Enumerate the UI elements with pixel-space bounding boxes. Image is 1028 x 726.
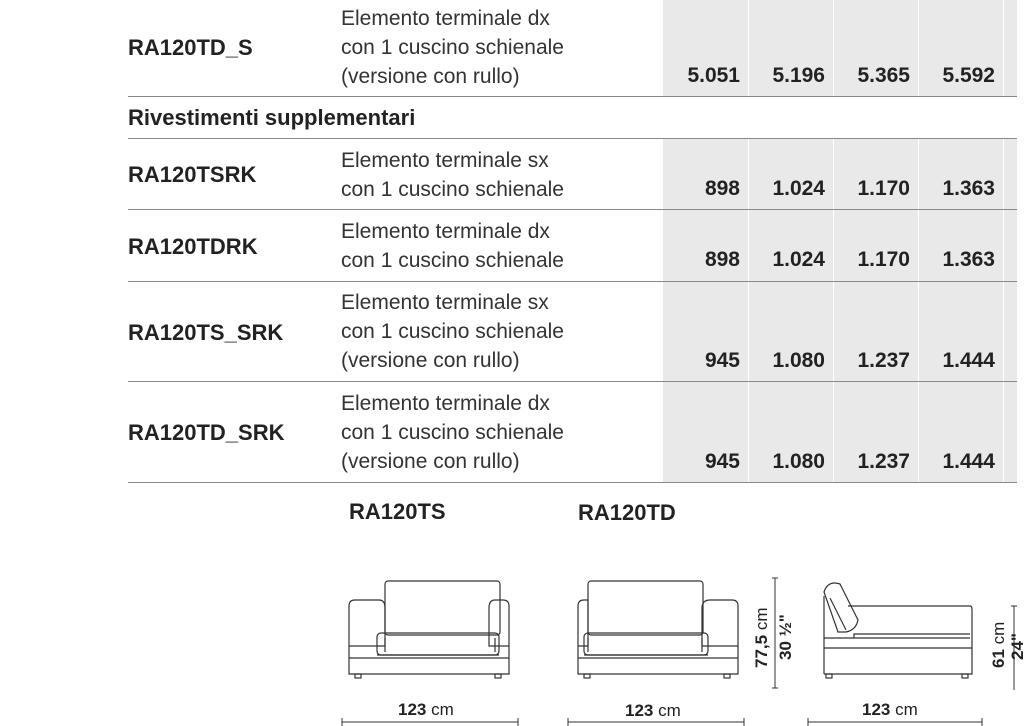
product-description: Elemento terminale dx con 1 cuscino schienale (versione con rullo) (341, 392, 564, 473)
price-cell: 945 (704, 349, 740, 372)
section-row-bg-right (663, 96, 1017, 138)
price-cell: 5.051 (687, 64, 740, 87)
price-cell: 1.444 (942, 450, 995, 473)
price-cell: 5.196 (772, 64, 825, 87)
price-cell: 1.363 (942, 177, 995, 200)
price-cell: 1.444 (942, 349, 995, 372)
price-cell: 1.237 (857, 450, 910, 473)
price-cell: 1.024 (772, 177, 825, 200)
price-cell: 1.024 (772, 248, 825, 271)
price-cell: 1.170 (857, 248, 910, 271)
row-divider (128, 209, 1017, 210)
height-dimension-label: 77,5 cm (752, 607, 771, 668)
section-title: Rivestimenti supplementari (128, 105, 416, 130)
side-height-inches: 24" (1008, 633, 1027, 660)
product-code: RA120TS_SRK (128, 320, 284, 345)
width-dimension-line (806, 717, 986, 726)
product-code: RA120TD_S (128, 35, 253, 60)
price-cell: 898 (704, 177, 740, 200)
row-divider (128, 96, 1017, 97)
product-code: RA120TSRK (128, 162, 257, 187)
sofa-front-drawing-ts (345, 578, 515, 688)
price-cell: 1.363 (942, 248, 995, 271)
price-cell: 1.080 (772, 349, 825, 372)
model-title-td: RA120TD (578, 500, 676, 525)
price-cell: 1.237 (857, 349, 910, 372)
price-cell: 898 (704, 248, 740, 271)
width-dimension-label: 123 cm (862, 700, 918, 719)
price-cell: 1.080 (772, 450, 825, 473)
row-divider (128, 482, 1017, 483)
width-dimension-line (340, 717, 520, 726)
product-description: Elemento terminale dx con 1 cuscino schienale (341, 220, 564, 272)
width-dimension-label: 123 cm (625, 701, 681, 720)
price-cell: 945 (704, 450, 740, 473)
product-description: Elemento terminale sx con 1 cuscino schienale (versione con rullo) (341, 291, 564, 372)
product-code: RA120TDRK (128, 234, 258, 259)
column-divider (1003, 0, 1004, 482)
product-code: RA120TD_SRK (128, 420, 285, 445)
row-divider (128, 381, 1017, 382)
price-cell: 1.170 (857, 177, 910, 200)
sofa-front-drawing-td (574, 578, 744, 688)
height-dimension-inches: 30 ½" (776, 614, 795, 660)
row-divider (128, 281, 1017, 282)
product-description: Elemento terminale dx con 1 cuscino schienale (versione con rullo) (341, 7, 564, 88)
sofa-side-drawing (818, 578, 978, 688)
width-dimension-line (566, 717, 746, 726)
price-cell: 5.365 (857, 64, 910, 87)
side-height-label: 61 cm (989, 621, 1008, 668)
row-divider (128, 138, 1017, 139)
width-dimension-label: 123 cm (398, 700, 454, 719)
model-title-ts: RA120TS (349, 499, 446, 524)
product-description: Elemento terminale sx con 1 cuscino schienale (341, 149, 564, 201)
price-cell: 5.592 (942, 64, 995, 87)
